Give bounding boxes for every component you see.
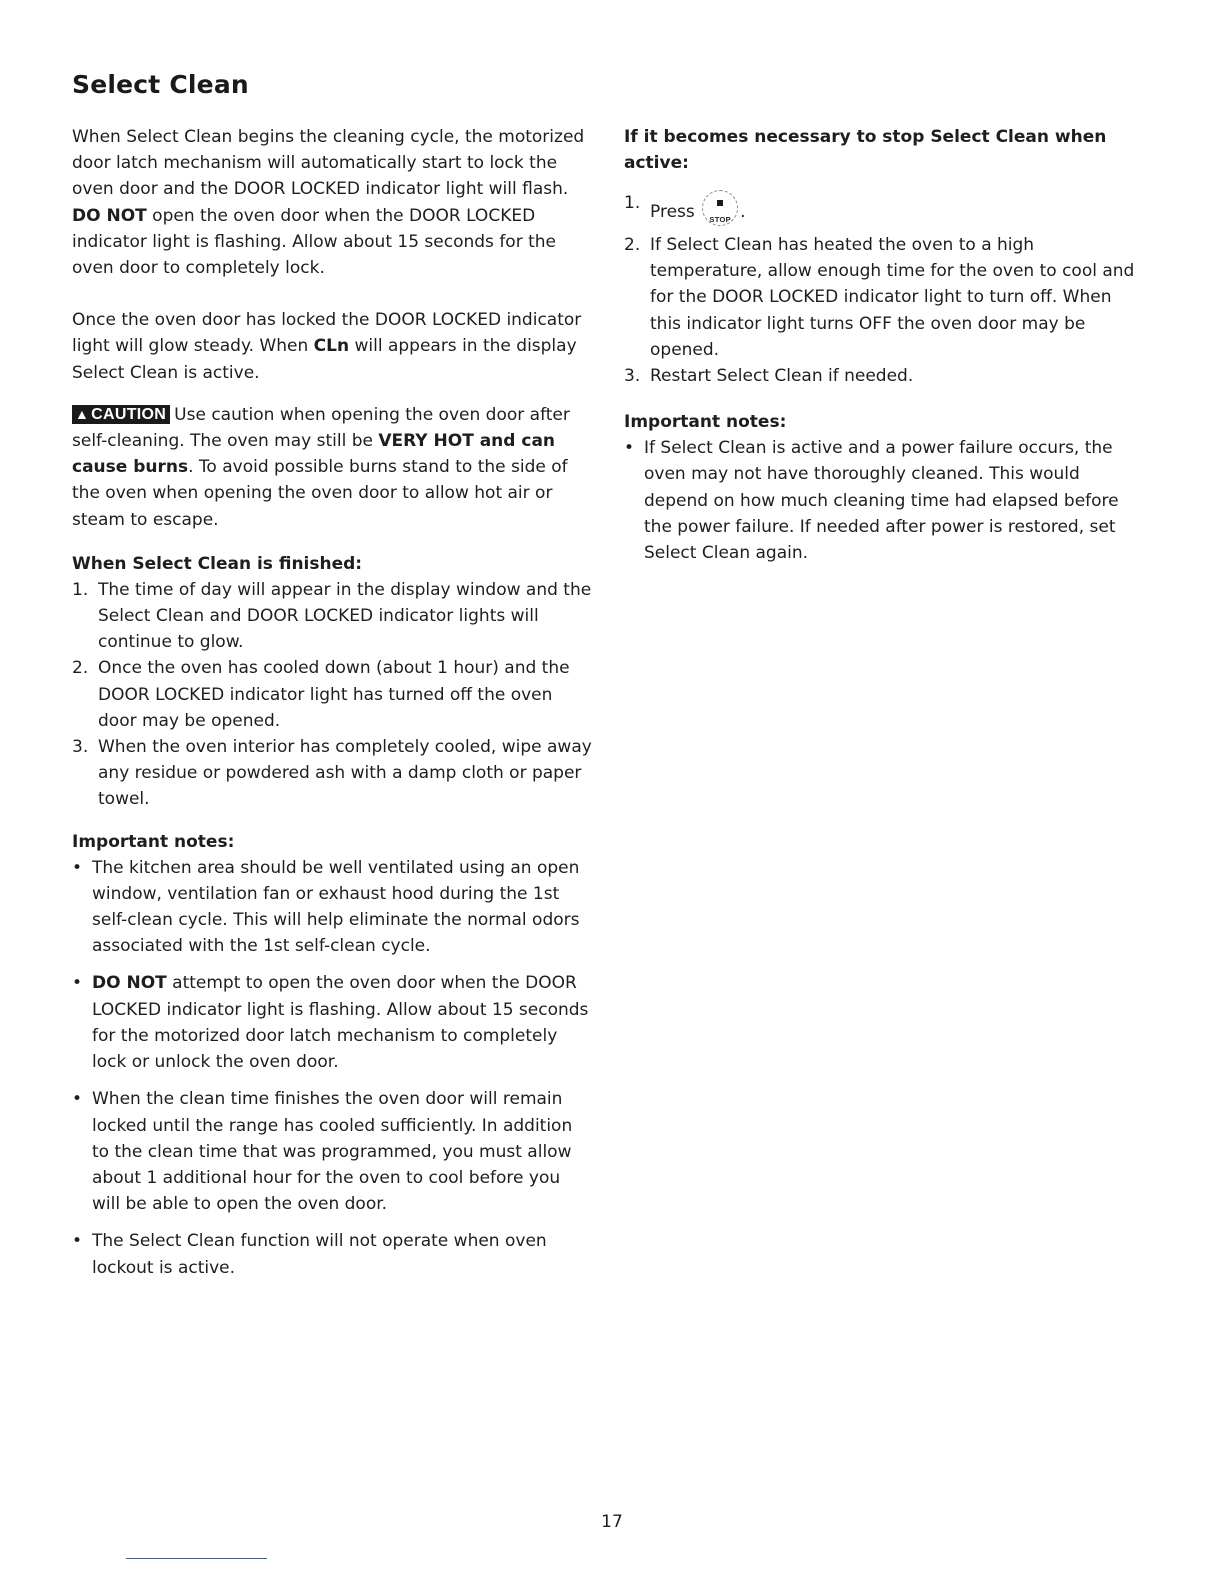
list-item: • DO NOT attempt to open the oven door when the DOOR LOCKED indicator light is flashing. Allow about 15 seconds for the motorized door latch mechanism to completely lock or unlock the oven door.	[72, 970, 592, 1075]
bullet-icon: •	[72, 1089, 83, 1110]
stop-button-icon: STOP	[702, 190, 738, 226]
important-notes-heading: Important notes:	[624, 412, 787, 433]
bullet-icon: •	[72, 973, 83, 994]
left-column	[72, 124, 592, 1292]
list-item: • When the clean time finishes the oven door will remain locked until the range has cooled sufficiently. In addition to the clean time that was programmed, you must allow about 1 additional hour for the oven to cool before you will be able to open the oven door.	[72, 1086, 592, 1217]
list-item: • The Select Clean function will not operate when oven lockout is active.	[72, 1228, 592, 1280]
locked-paragraph: Once the oven door has locked the DOOR LOCKED indicator light will glow steady. When CLn will appears in the display Select Clean is active.	[72, 310, 582, 383]
list-item: 1. Press STOP .	[624, 190, 1144, 226]
warning-triangle-icon: ▲	[75, 405, 90, 422]
caution-badge: ▲ CAUTION	[72, 405, 170, 424]
list-item: • The kitchen area should be well ventilated using an open window, ventilation fan or exhaust hood during the 1st self-clean cycle. This will help eliminate the normal odors associated with the 1st self-clean cycle.	[72, 855, 592, 960]
very-hot-emphasis: VERY HOT and can cause burns	[72, 431, 556, 478]
finished-steps-list	[72, 577, 592, 813]
stop-steps-list	[624, 190, 1144, 389]
list-item: 2. If Select Clean has heated the oven to a high temperature, allow enough time for the oven to cool and for the DOOR LOCKED indicator light to turn off. When this indicator light turns OFF the oven door may be opened.	[624, 235, 1135, 360]
page-title: Select Clean	[72, 70, 249, 99]
list-item: 2. Once the oven has cooled down (about 1 hour) and the DOOR LOCKED indicator light has turned off the oven door may be opened.	[72, 658, 570, 731]
finished-heading: When Select Clean is finished:	[72, 553, 363, 574]
intro-paragraph: When Select Clean begins the cleaning cycle, the motorized door latch mechanism will automatically start to lock the oven door and the DOOR LOCKED indicator light will flash. DO NOT open the oven door when the DOOR LOCKED indicator light is flashing. Allow about 15 seconds for the oven door to completely lock.	[72, 127, 585, 279]
stop-heading: If it becomes necessary to stop Select Clean when active:	[624, 127, 1107, 173]
important-notes-list	[624, 435, 1144, 566]
list-item: • If Select Clean is active and a power failure occurs, the oven may not have thoroughly cleaned. This would depend on how much cleaning time had elapsed before the power failure. If needed after power is restored, set Select Clean again.	[624, 435, 1144, 566]
do-not-emphasis: DO NOT	[72, 205, 147, 226]
list-item: 1. The time of day will appear in the display window and the Select Clean and DOOR LOCKED indicator lights will continue to glow.	[72, 579, 592, 653]
page-number: 17	[601, 1512, 623, 1532]
list-item: 3. When the oven interior has completely cooled, wipe away any residue or powdered ash with a damp cloth or paper towel.	[72, 737, 592, 810]
bullet-icon: •	[72, 1231, 83, 1252]
caution-paragraph: ▲ CAUTION Use caution when opening the oven door after self-cleaning. The oven may still be VERY HOT and can cause burns. To avoid possible burns stand to the side of the oven when opening the oven door to allow hot air or steam to escape.	[72, 404, 570, 530]
important-notes-list	[72, 855, 592, 1281]
list-item: 3. Restart Select Clean if needed.	[624, 366, 914, 387]
footer-divider	[126, 1558, 267, 1559]
important-notes-heading: Important notes:	[72, 831, 235, 852]
bullet-icon: •	[72, 857, 83, 878]
right-column	[624, 124, 1144, 577]
cln-code: CLn	[313, 336, 350, 357]
bullet-icon: •	[624, 438, 635, 459]
